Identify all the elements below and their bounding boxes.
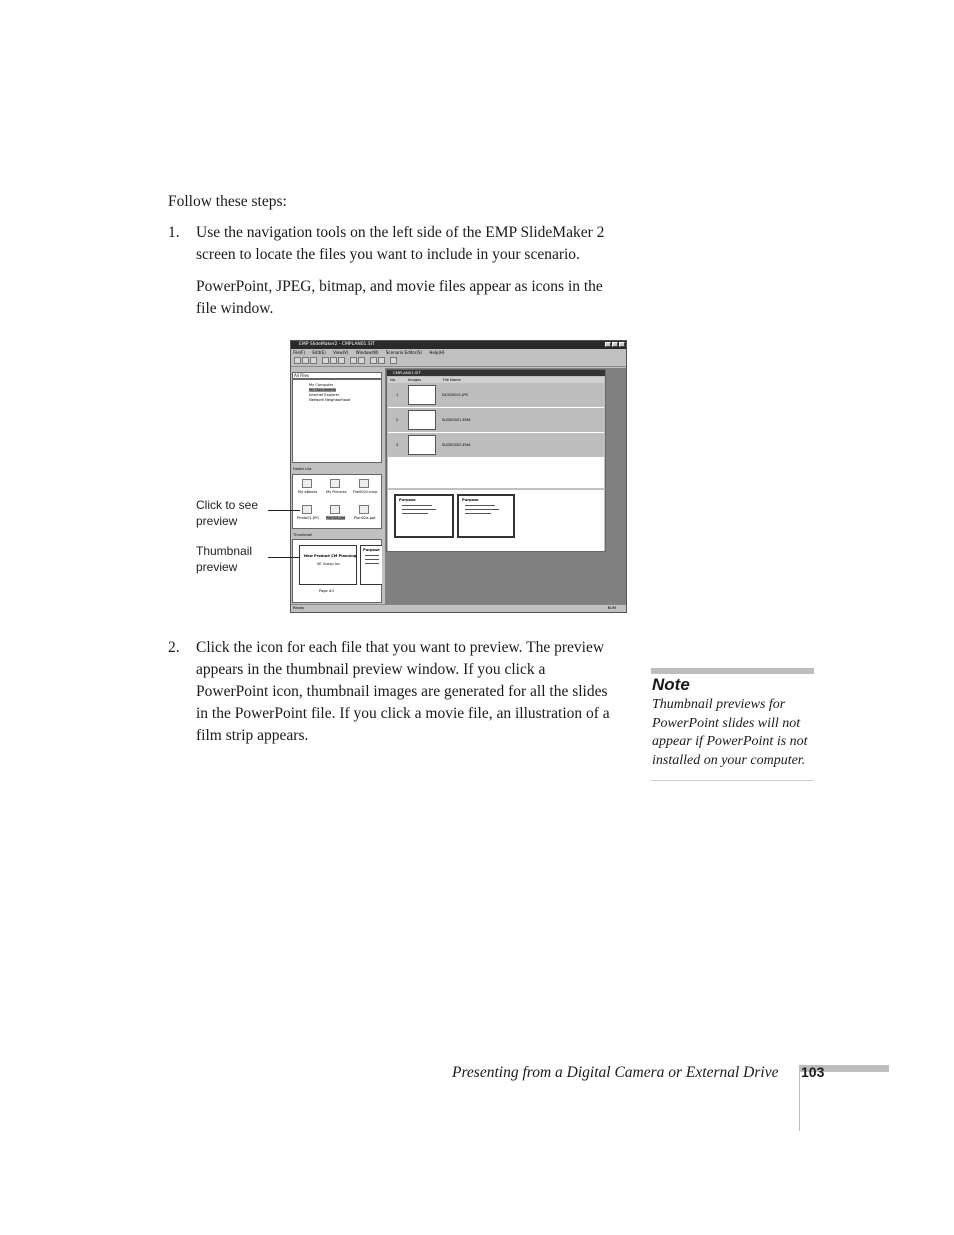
slide-bullet	[365, 555, 379, 556]
step-1-line-2: screen to locate the files you want to include in your scenario.	[196, 246, 580, 263]
folder-list-label: Folder List	[293, 467, 312, 471]
page-number: 103	[801, 1064, 825, 1080]
file-label: My Pictures	[326, 490, 347, 494]
window-title-bar	[291, 341, 626, 349]
row-thumbnail	[408, 410, 436, 430]
table-row[interactable]	[388, 433, 604, 458]
menu-edit[interactable]: Edit(E)	[312, 350, 326, 355]
open-icon[interactable]	[302, 357, 309, 364]
powerpoint-file-icon[interactable]	[330, 505, 340, 514]
scenario-title: CMPLAN01.SIT	[393, 370, 421, 375]
note-rule-bottom	[651, 780, 814, 781]
menu-view[interactable]: View(V)	[333, 350, 349, 355]
properties-icon[interactable]	[358, 357, 365, 364]
tree-item-network[interactable]: Network Neighborhood	[309, 398, 351, 402]
row-no: 1	[396, 393, 399, 397]
note-line-4: installed on your computer.	[652, 752, 806, 768]
table-row[interactable]	[388, 383, 604, 408]
toolbar	[291, 356, 626, 367]
file-label: My eBooks	[298, 490, 318, 494]
file-label: File0001.bmp	[353, 490, 378, 494]
callout-click-line-1: Click to see	[196, 498, 259, 512]
bitmap-file-icon[interactable]	[359, 479, 369, 488]
row-no: 2	[396, 418, 399, 422]
row-file: DCS00001.JPG	[442, 393, 469, 397]
callout-thumbnail-preview	[196, 543, 252, 575]
status-bar	[291, 604, 626, 612]
maximize-icon[interactable]	[612, 342, 618, 347]
slide-bullet	[402, 509, 436, 510]
step-2-line-4: in the PowerPoint file. If you click a movie file, an illustration of a	[196, 705, 610, 722]
step-2-number: 2.	[168, 639, 180, 656]
note-body	[652, 696, 808, 770]
drive-combo-value: All Files	[294, 373, 310, 378]
folder-icon[interactable]	[330, 479, 340, 488]
scenario-title-bar	[387, 370, 605, 376]
thumbnail-label: Thumbnail	[293, 533, 313, 537]
col-images[interactable]: Images	[408, 378, 422, 382]
window-title: EMP SlideMaker2 - CMPLAN01.SIT	[299, 342, 375, 347]
row-no: 3	[396, 443, 399, 447]
save-icon[interactable]	[310, 357, 317, 364]
callout-leader	[268, 510, 300, 511]
folder-tree	[292, 379, 382, 463]
footer-vertical-rule	[799, 1065, 800, 1131]
menu-help[interactable]: Help(H)	[429, 350, 445, 355]
step-1-para-line-1: PowerPoint, JPEG, bitmap, and movie files appear as icons in the	[196, 278, 603, 295]
help-icon[interactable]	[390, 357, 397, 364]
new-icon[interactable]	[294, 357, 301, 364]
menu-window[interactable]: Window(W)	[355, 350, 379, 355]
step-2-line-2: appears in the thumbnail preview window. If you click a	[196, 661, 546, 678]
thumbnail-window	[292, 539, 382, 603]
list-icon[interactable]	[378, 357, 385, 364]
tree-item-my-documents[interactable]: My Documents	[309, 388, 336, 392]
preview-slide-2[interactable]	[457, 494, 515, 538]
minimize-icon[interactable]	[605, 342, 611, 347]
note-line-2: PowerPoint slides will not	[652, 715, 801, 731]
scenario-list	[388, 383, 604, 488]
step-1-para-line-2: file window.	[196, 300, 274, 317]
file-label: Plan02a.ppt	[354, 516, 376, 520]
slide-bullet	[402, 505, 432, 506]
drive-combo[interactable]	[292, 372, 382, 379]
row-file: SLIDE0001.EMA	[442, 418, 471, 422]
status-num: NUM	[607, 606, 616, 610]
thumb-page: Page #1	[319, 589, 335, 593]
footer-title: Presenting from a Digital Camera or External Drive	[452, 1064, 779, 1081]
menu-file[interactable]: File(F)	[293, 350, 306, 355]
thumbnail-slide-2[interactable]	[360, 545, 382, 585]
slidemaker-screenshot	[290, 340, 627, 613]
intro-text: Follow these steps:	[168, 193, 287, 210]
slide-bullet	[365, 563, 379, 564]
step-1-line-1: Use the navigation tools on the left side of the EMP SlideMaker 2	[196, 224, 605, 241]
callout-thumb-line-1: Thumbnail	[196, 544, 253, 558]
note-line-3: appear if PowerPoint is not	[652, 734, 808, 749]
preview-slide-title: Purpose	[399, 498, 416, 502]
step-2-line-5: film strip appears.	[196, 727, 309, 744]
thumb-slide-sub: SE Group Inc	[317, 562, 341, 566]
file-label: Photo01.JPG	[297, 516, 319, 520]
tree-item-my-computer[interactable]: My Computer	[309, 383, 334, 387]
table-row[interactable]	[388, 408, 604, 433]
callout-click-preview	[196, 497, 258, 529]
row-file: SLIDE0002.EMA	[442, 443, 471, 447]
view-icon[interactable]	[370, 357, 377, 364]
status-text: Ready	[293, 606, 305, 610]
callout-click-line-2: preview	[196, 514, 238, 528]
note-heading: Note	[652, 675, 690, 694]
cut-icon[interactable]	[322, 357, 329, 364]
powerpoint-file-icon[interactable]	[359, 505, 369, 514]
slide-bullet	[465, 513, 491, 514]
callout-leader	[268, 557, 300, 558]
step-1-number: 1.	[168, 224, 180, 241]
preview-slide-1[interactable]	[394, 494, 454, 538]
thumbnail-slide-1[interactable]	[299, 545, 357, 585]
note-rule-top	[651, 668, 814, 674]
tree-item-internet-explorer[interactable]: Internet Explorer	[309, 393, 340, 397]
slide-bullet	[465, 509, 499, 510]
paste-icon[interactable]	[338, 357, 345, 364]
step-2-line-3: PowerPoint icon, thumbnail images are generated for all the slides	[196, 683, 608, 700]
close-icon[interactable]	[619, 342, 625, 347]
col-no[interactable]: No.	[390, 378, 396, 382]
step-2-line-1: Click the icon for each file that you want to preview. The preview	[196, 639, 605, 656]
row-thumbnail	[408, 435, 436, 455]
slide-bullet	[465, 505, 495, 506]
menu-scenario-editor[interactable]: Scenario Editor(S)	[385, 350, 423, 355]
thumb-slide-2-title: Purpose	[363, 548, 380, 552]
slide-preview-pane	[388, 490, 604, 551]
thumb-slide-title: New Product CM Planning	[304, 554, 357, 558]
file-label-selected: Plan03.ppt	[326, 516, 346, 520]
folder-icon[interactable]	[302, 479, 312, 488]
jpeg-file-icon[interactable]	[302, 505, 312, 514]
slide-bullet	[365, 559, 379, 560]
slide-bullet	[402, 513, 428, 514]
row-thumbnail	[408, 385, 436, 405]
col-file-name[interactable]: File Name	[443, 378, 461, 382]
note-line-1: Thumbnail previews for	[652, 697, 786, 712]
copy-icon[interactable]	[330, 357, 337, 364]
scenario-window	[386, 369, 606, 552]
file-window	[292, 474, 382, 529]
preview-slide-title: Purpose	[462, 498, 479, 502]
menu-bar	[291, 349, 626, 356]
delete-icon[interactable]	[350, 357, 357, 364]
callout-thumb-line-2: preview	[196, 560, 238, 574]
